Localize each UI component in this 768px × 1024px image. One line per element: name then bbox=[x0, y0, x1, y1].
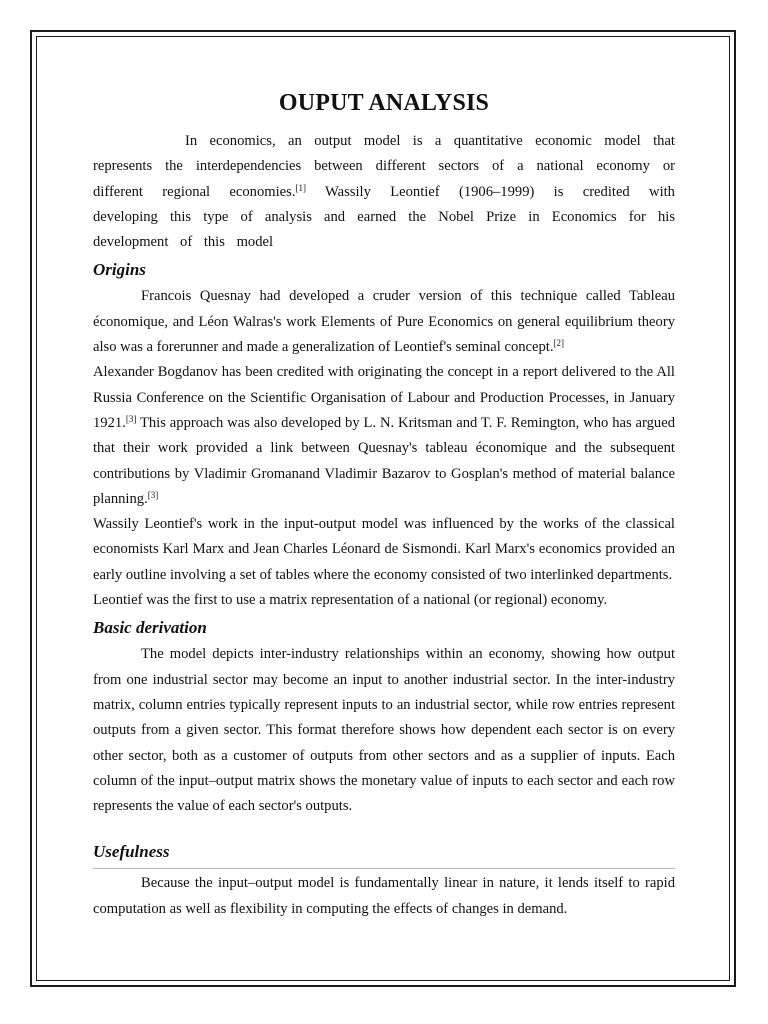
basic-derivation-paragraph: The model depicts inter-industry relationships within an economy, showing how output from one industrial sector may become an input to another industrial sector. In the inter-industry matrix, column entries typically represent inputs to an industrial sector, while row entries represent outputs from a given sector. This format therefore shows how dependent each sector is on every other sector, both as a customer of outputs from other sectors and as a supplier of inputs. Each column of the input–output matrix shows the monetary value of inputs to each sector and each row represents the value of each sector's outputs. bbox=[93, 646, 675, 815]
citation-3[interactable]: [3] bbox=[125, 413, 137, 424]
document-body bbox=[93, 86, 675, 922]
intro-text-after: Wassily Leontief (1906–1999) is credited with developing this type of analysis and earned the Nobel Prize in Economics for his development of this model bbox=[93, 183, 675, 251]
origins-p2-text: Alexander Bogdanov has been credited with originating the concept in a report delivered to the All Russia Conference on the Scientific Organisation of Labour and Production Processes, in January 1921. bbox=[93, 364, 675, 431]
origins-paragraph-2 bbox=[93, 360, 675, 512]
intro-paragraph bbox=[93, 129, 675, 255]
section-divider bbox=[93, 868, 675, 869]
origins-heading: Origins bbox=[93, 260, 146, 280]
usefulness-heading: Usefulness bbox=[93, 842, 170, 862]
origins-paragraph-1 bbox=[93, 284, 675, 360]
citation-2[interactable]: [2] bbox=[553, 338, 565, 349]
usefulness-paragraph: Because the input–output model is fundamentally linear in nature, it lends itself to rapid computation as well as flexibility in computing the effects of changes in demand. bbox=[93, 875, 675, 917]
citation-3-repeat[interactable]: [3] bbox=[147, 489, 159, 500]
origins-paragraph-3: Wassily Leontief's work in the input-output model was influenced by the works of the classical economists Karl Marx and Jean Charles Léonard de Sismondi. Karl Marx's economics provided an early outline involving a set of tables where the economy consisted of two interlinked departments. bbox=[93, 516, 675, 583]
intro-text: In economics, an output model is a quantitative economic model that represents the interdependencies between different sectors of a national economy or different regional economies. bbox=[93, 133, 675, 200]
origins-p2-text-after: This approach was also developed by L. N. Kritsman and T. F. Remington, who has argued that their work provided a link between Quesnay's tableau économique and the subsequent contributions by Vladimir Gromanand Vladimir Bazarov to Gosplan's method of material balance planning. bbox=[93, 414, 675, 507]
origins-p1-text: Francois Quesnay had developed a cruder version of this technique called Tableau économique, and Léon Walras's work Elements of Pure Economics on general equilibrium theory also was a forerunner and made a generalization of Leontief's seminal concept. bbox=[93, 288, 675, 356]
document-title: OUPUT ANALYSIS bbox=[278, 90, 490, 116]
origins-paragraph-4: Leontief was the first to use a matrix representation of a national (or regional) economy. bbox=[93, 592, 608, 609]
citation-1[interactable]: [1] bbox=[295, 182, 306, 193]
basic-derivation-heading: Basic derivation bbox=[93, 618, 207, 638]
